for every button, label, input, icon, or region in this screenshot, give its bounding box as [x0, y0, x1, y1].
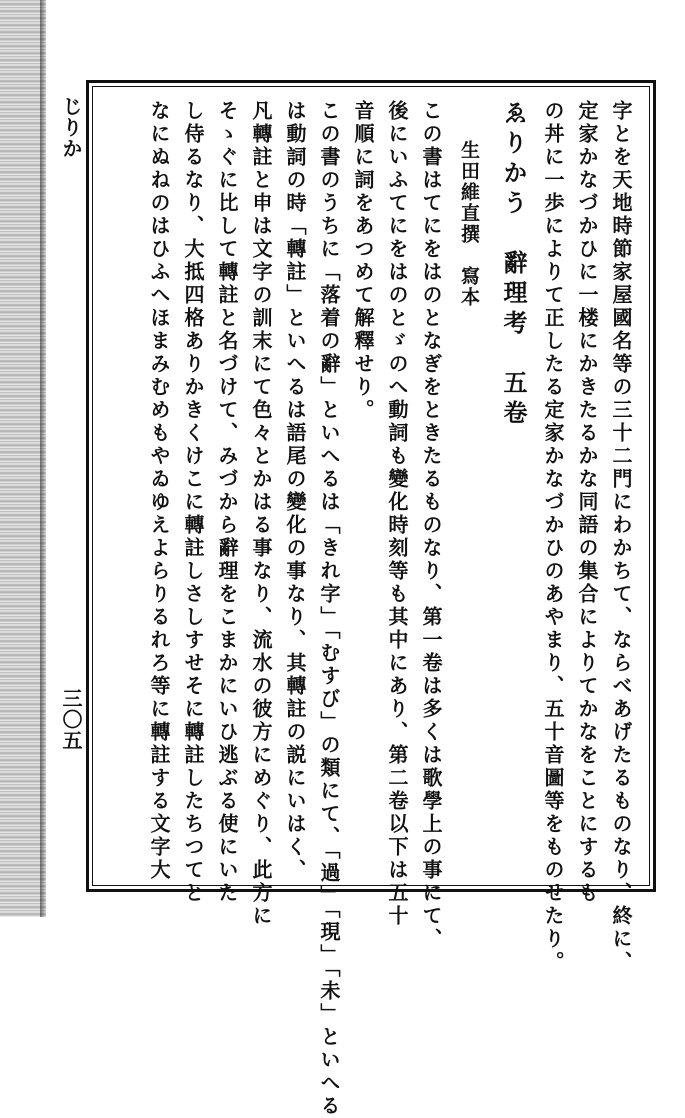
- text-column-1: 字とを天地時節家屋國名等の三十二門にわかちて、ならべあげたるものなり、終に、: [609, 100, 633, 974]
- text-column-3: の丼に一歩によりて正したる定家かなづかひのあやまり、五十音圖等をものせたり。: [541, 100, 565, 974]
- author-line: 生田維直撰 寫本: [458, 140, 480, 308]
- text-column-10: は動詞の時「轉註」といへるは語尾の變化の事なり、其轉註の説にいはく、: [283, 100, 307, 882]
- running-header: じりか: [59, 96, 83, 159]
- text-column-11: 凡轉註と申は文字の訓末にて色々とかはる事なり、流水の彼方にめぐり、此方に: [249, 100, 273, 928]
- text-column-9: この書のうちに「落着の辭」といへるは「きれ字」「むすび」の類にて、「過」「現」「未」といへる: [317, 100, 341, 1118]
- text-column-6: この書はてにをはのとなぎをときたるものなり、第一卷は多くは歌學上の事にて、: [419, 100, 443, 951]
- binding-edge: [40, 0, 46, 917]
- text-column-7: 後にいふてにをはのとゞのへ動詞も變化時刻等も其中にあり、第二卷以下は五十: [385, 100, 409, 928]
- text-column-8: 音順に詞をあつめて解釋せり。: [351, 100, 375, 422]
- text-column-14: なにぬねのはひふへほまみむめもやゐゆえよらりるれろ等に轉註する文字大: [147, 100, 171, 882]
- page-number: 三〇五: [59, 688, 83, 751]
- text-column-2: 定家かなづかひに一楼にかきたるかな同語の集合によりてかなをことにするも: [575, 100, 599, 905]
- text-column-12: そゝぐに比して轉註と名づけて、みづから辭理をこまかにいひ逃ぶる使にいた: [215, 100, 239, 905]
- text-column-13: し侍るなり、大抵四格ありかきくけこに轉註しさしすせそに轉註したちつてと: [181, 100, 205, 905]
- entry-title: ゑりかう 辭理考 五卷: [499, 100, 528, 430]
